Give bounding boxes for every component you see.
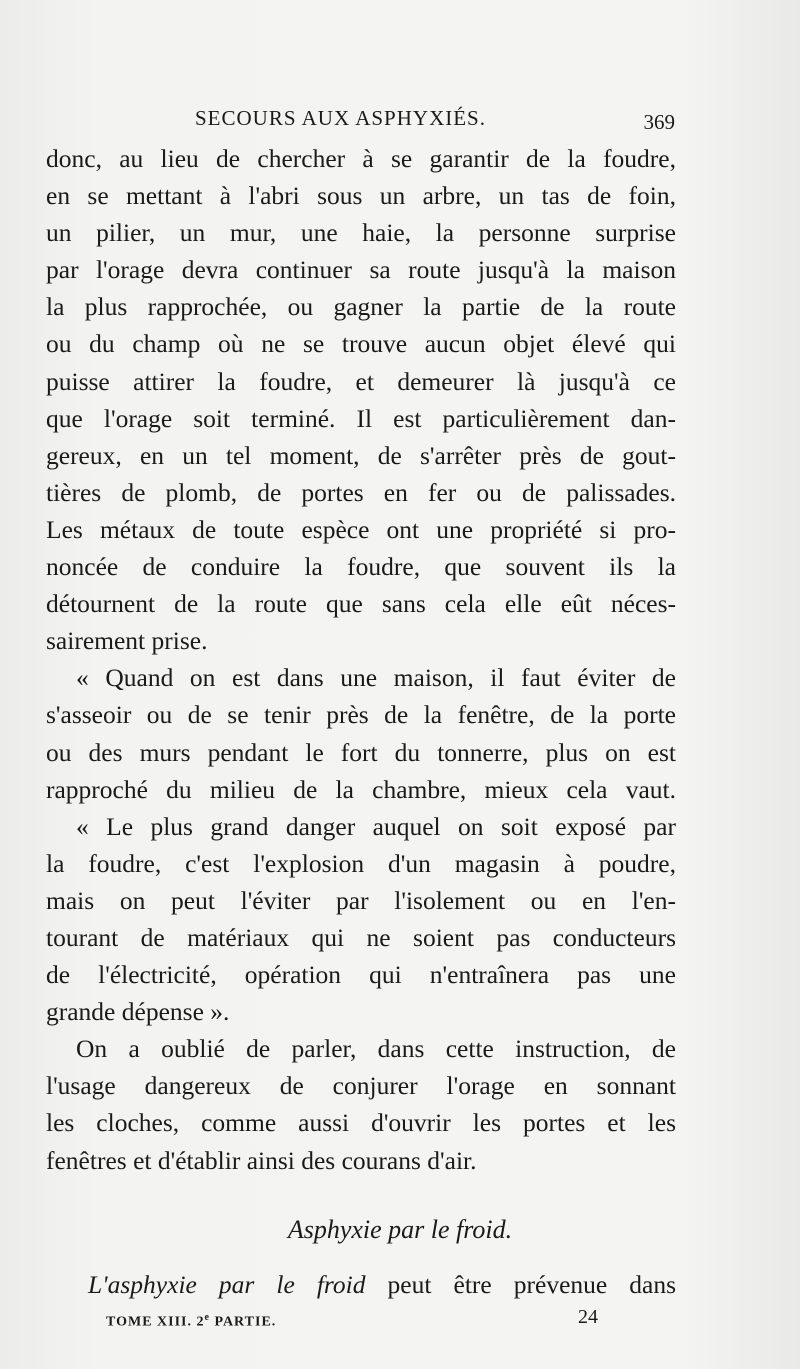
text-line: la foudre, c'est l'explosion d'un magasin à poudre, bbox=[46, 848, 676, 878]
text-line: On a oublié de parler, dans cette instruction, de bbox=[76, 1034, 676, 1064]
page-header bbox=[195, 106, 685, 136]
text-line: par l'orage devra continuer sa route jusqu'à la maison bbox=[46, 255, 676, 285]
text-line-final bbox=[88, 1270, 676, 1300]
text-line: tières de plomb, de portes en fer ou de palissades. bbox=[46, 477, 676, 507]
text-line: un pilier, un mur, une haie, la personne surprise bbox=[46, 218, 676, 248]
text-line: grande dépense ». bbox=[46, 997, 230, 1027]
text-line: noncée de conduire la foudre, que souvent ils la bbox=[46, 552, 676, 582]
text-line: sairement prise. bbox=[46, 626, 208, 656]
signature-number: 24 bbox=[578, 1306, 598, 1328]
text-line: l'usage dangereux de conjurer l'orage en sonnant bbox=[46, 1071, 676, 1101]
text-line: donc, au lieu de chercher à se garantir de la foudre, bbox=[46, 144, 676, 173]
text-line: de l'électricité, opération qui n'entraînera pas une bbox=[46, 960, 676, 990]
text-line: tourant de matériaux qui ne soient pas conducteurs bbox=[46, 922, 676, 952]
text-line: puisse attirer la foudre, et demeurer là jusqu'à ce bbox=[46, 366, 676, 396]
signature-tome: TOME XIII. bbox=[106, 1314, 192, 1330]
text-line: Les métaux de toute espèce ont une propriété si pro- bbox=[46, 514, 676, 544]
text-line: les cloches, comme aussi d'ouvrir les portes et les bbox=[46, 1108, 676, 1138]
signature-partie: PARTIE. bbox=[214, 1314, 277, 1330]
signature-superscript: e bbox=[204, 1312, 210, 1323]
signature-part-number: 2 bbox=[196, 1314, 205, 1330]
text-line: s'asseoir ou de se tenir près de la fenêtre, de la porte bbox=[46, 700, 676, 730]
text-line: rapproché du milieu de la chambre, mieux cela vaut. bbox=[46, 774, 676, 804]
text-line: en se mettant à l'abri sous un arbre, un tas de foin, bbox=[46, 181, 676, 211]
text-line: que l'orage soit terminé. Il est particulièrement dan- bbox=[46, 403, 676, 433]
text-line: fenêtres et d'établir ainsi des courans d'air. bbox=[46, 1145, 477, 1175]
text-line: « Le plus grand danger auquel on soit exposé par bbox=[76, 811, 676, 841]
running-title: SECOURS AUX ASPHYXIÉS. bbox=[195, 106, 486, 130]
text-line: détournent de la route que sans cela elle eût néces- bbox=[46, 589, 676, 619]
italic-phrase: L'asphyxie par le froid bbox=[88, 1270, 366, 1299]
text-continuation: peut être prévenue dans bbox=[387, 1270, 677, 1299]
text-line: gereux, en un tel moment, de s'arrêter près de gout- bbox=[46, 440, 676, 470]
signature-mark bbox=[106, 1312, 276, 1331]
page-number: 369 bbox=[643, 110, 675, 134]
text-line: « Quand on est dans une maison, il faut éviter de bbox=[76, 663, 676, 693]
text-line: ou des murs pendant le fort du tonnerre, plus on est bbox=[46, 737, 676, 767]
text-line: ou du champ où ne se trouve aucun objet élevé qui bbox=[46, 329, 676, 359]
text-line: la plus rapprochée, ou gagner la partie de la route bbox=[46, 292, 676, 322]
section-title: Asphyxie par le froid. bbox=[287, 1215, 513, 1244]
text-line: mais on peut l'éviter par l'isolement ou en l'en- bbox=[46, 885, 676, 915]
body-text bbox=[46, 140, 676, 1179]
